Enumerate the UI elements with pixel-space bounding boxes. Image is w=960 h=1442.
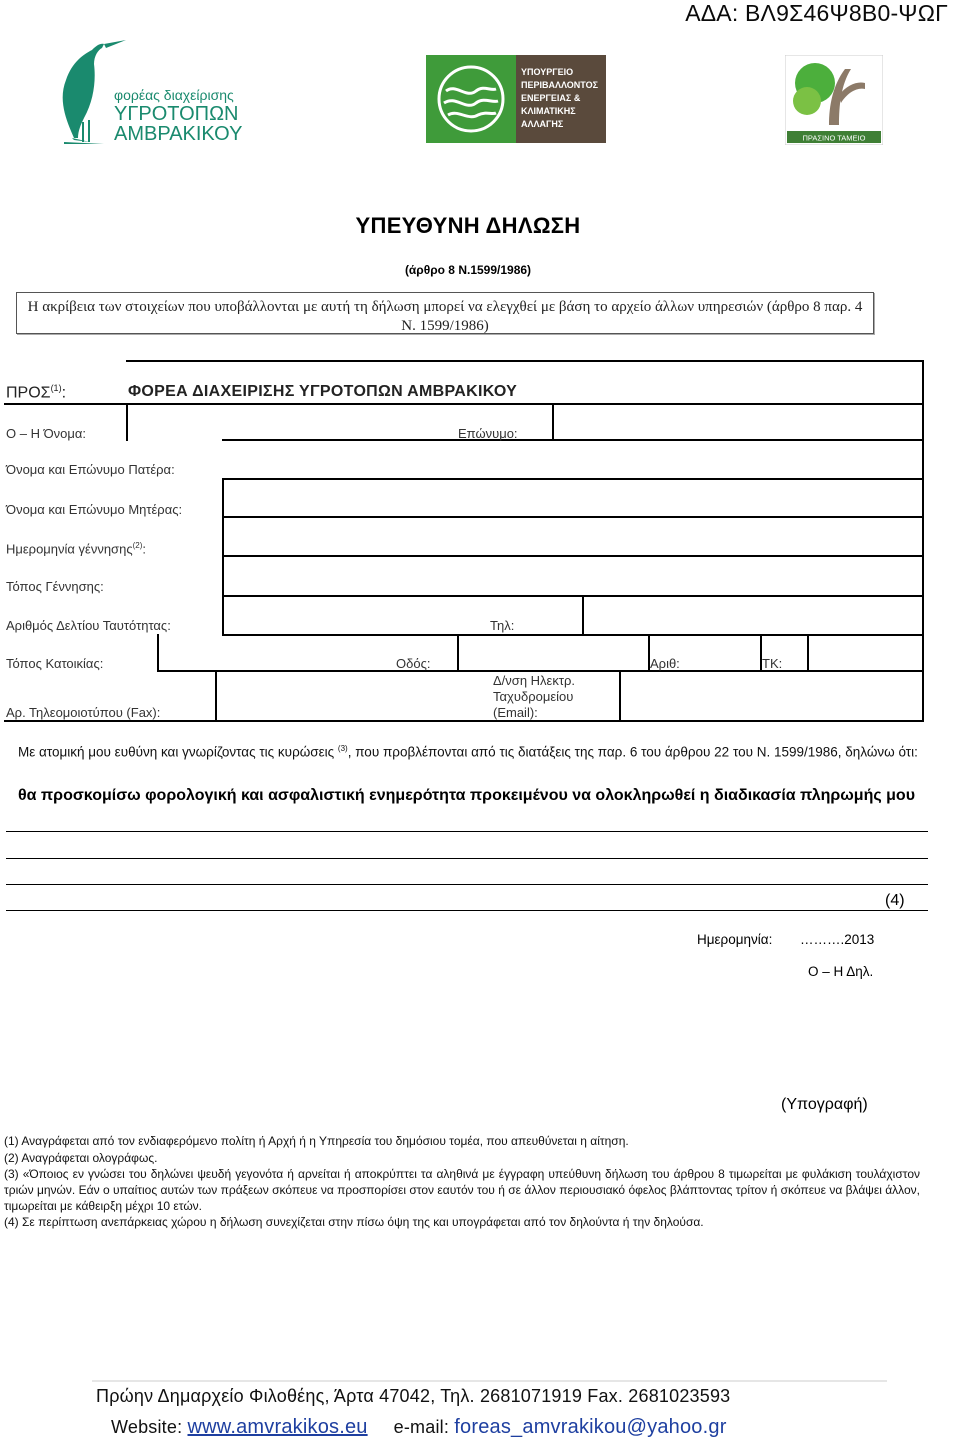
postal-code-label: ΤΚ: [762,656,783,671]
blank-line [6,884,928,885]
ada-code: ΑΔΑ: ΒΛ9Σ46Ψ8Β0-ΨΩΓ [685,0,948,26]
page-title: ΥΠΕΥΘΥΝΗ ΔΗΛΩΣΗ [355,213,581,238]
footnote-1: (1) Αναγράφεται από τον ενδιαφερόμενο πολίτη ή Αρχή ή η Υπηρεσία του δημόσιου τομέα, που απευθύνεται η αίτηση. [4,1134,629,1148]
fax-label: Αρ. Τηλεομοιοτύπου (Fax): [6,705,161,720]
footnote-marker-4: (4) [885,892,905,909]
declarant-label: Ο – Η Δηλ. [808,964,874,979]
wetlands-body-logo [44,40,259,148]
birth-place-label: Τόπος Γέννησης: [6,579,104,594]
contact-web: Website: www.amvrakikos.eu e-mail: foreas_amvrakikou@yahoo.gr [111,1416,727,1438]
date-label: Ημερομηνία: [697,932,773,947]
residence-label: Τόπος Κατοικίας: [6,656,104,671]
logo1-line2: ΥΓΡΟΤΟΠΩΝ [114,103,239,125]
logo1-line1: φορέας διαχείρισης [114,87,234,103]
date-value: ……….2013 [800,932,875,947]
declaration-statement: θα προσκομίσω φορολογική και ασφαλιστική ενημερότητα προκειμένου να ολοκληρωθεί η διαδικασία πληρωμής μου [18,787,915,804]
logo2-line4: ΚΛΙΜΑΤΙΚΗΣ [521,106,576,116]
mother-name-label: Όνομα και Επώνυμο Μητέρας: [6,502,183,517]
father-name-label: Όνομα και Επώνυμο Πατέρα: [6,462,175,477]
footnote-3: (3) «Όποιος εν γνώσει του δηλώνει ψευδή γεγονότα ή αρνείται ή αποκρύπτει τα αληθινά με έγγραφη υπεύθυνη δήλωση του άρθρου 8 τιμωρείται με φυλάκιση τουλάχιστον τριών μηνών. Εάν ο υπαίτιος αυτών των πράξεων σκόπευε να προσπορίσει στον εαυτόν του ή σε άλλον περιουσιακό όφελος βλάπτοντας τρίτον ή σκόπευε να βλάψει άλλον, τιμωρείται με κάθειρξη μέχρι 10 ετών. [4,1167,920,1213]
logo2-line2: ΠΕΡΙΒΑΛΛΟΝΤΟΣ [521,80,599,90]
logo2-line3: ΕΝΕΡΓΕΙΑΣ & [521,93,581,103]
footer-divider [92,1380,887,1382]
email-label: Δ/νση Ηλεκτρ. Ταχυδρομείου (Εmail): [493,673,575,720]
number-label: Αριθ: [650,656,680,671]
logo1-line3: ΑΜΒΡΑΚΙΚΟΥ [114,123,243,145]
blank-line [6,831,928,832]
ministry-logo [426,55,606,143]
street-label: Οδός: [396,656,431,671]
blank-line [6,858,928,859]
phone-label: Τηλ: [490,618,515,633]
first-name-label: Ο – Η Όνομα: [6,426,86,441]
website-link[interactable]: www.amvrakikos.eu [187,1416,368,1438]
page-subtitle: (άρθρο 8 Ν.1599/1986) [404,263,532,277]
id-number-label: Αριθμός Δελτίου Ταυτότητας: [6,618,171,633]
logo2-line1: ΥΠΟΥΡΓΕΙΟ [521,67,574,77]
email-link[interactable]: foreas_amvrakikou@yahoo.gr [454,1416,727,1438]
recipient-name: ΦΟΡΕΑ ΔΙΑΧΕΙΡΙΣΗΣ ΥΓΡΟΤΟΠΩΝ ΑΜΒΡΑΚΙΚΟΥ [128,383,518,400]
blank-line [6,910,928,911]
accuracy-note: Η ακρίβεια των στοιχείων που υποβάλλονται με αυτή τη δήλωση μπορεί να ελεγχθεί με βάση το αρχείο άλλων υπηρεσιών (άρθρο 8 παρ. 4 Ν. 1599/1986) [16,292,874,334]
green-fund-logo [785,55,883,145]
contact-address: Πρώην Δημαρχείο Φιλοθέης, Άρτα 47042, Τηλ. 2681071919 Fax. 2681023593 [96,1386,731,1406]
signature-label: (Υπογραφή) [781,1096,868,1113]
to-label: ΠΡΟΣ$^{(1)}$: [6,383,67,402]
footnote-2: (2) Αναγράφεται ολογράφως. [4,1151,158,1165]
birth-date-label: Ημερομηνία γέννησης$^{(2)}$: [6,541,146,557]
surname-label: Επώνυμο: [458,426,518,441]
declaration-text: Με ατομική μου ευθύνη και γνωρίζοντας τις κυρώσεις $^{(3)}$, που προβλέπονται από τις διατάξεις της παρ. 6 του άρθρου 22 του Ν. 1599/1986, δηλώνω ότι: [18,744,918,760]
logo3-caption: ΠΡΑΣΙΝΟ ΤΑΜΕΙΟ [802,133,866,143]
logo2-line5: ΑΛΛΑΓΗΣ [521,119,564,129]
footnote-4: (4) Σε περίπτωση ανεπάρκειας χώρου η δήλωση συνεχίζεται στην πίσω όψη της και υπογράφεται από τον δηλούντα ή την δηλούσα. [4,1215,704,1229]
